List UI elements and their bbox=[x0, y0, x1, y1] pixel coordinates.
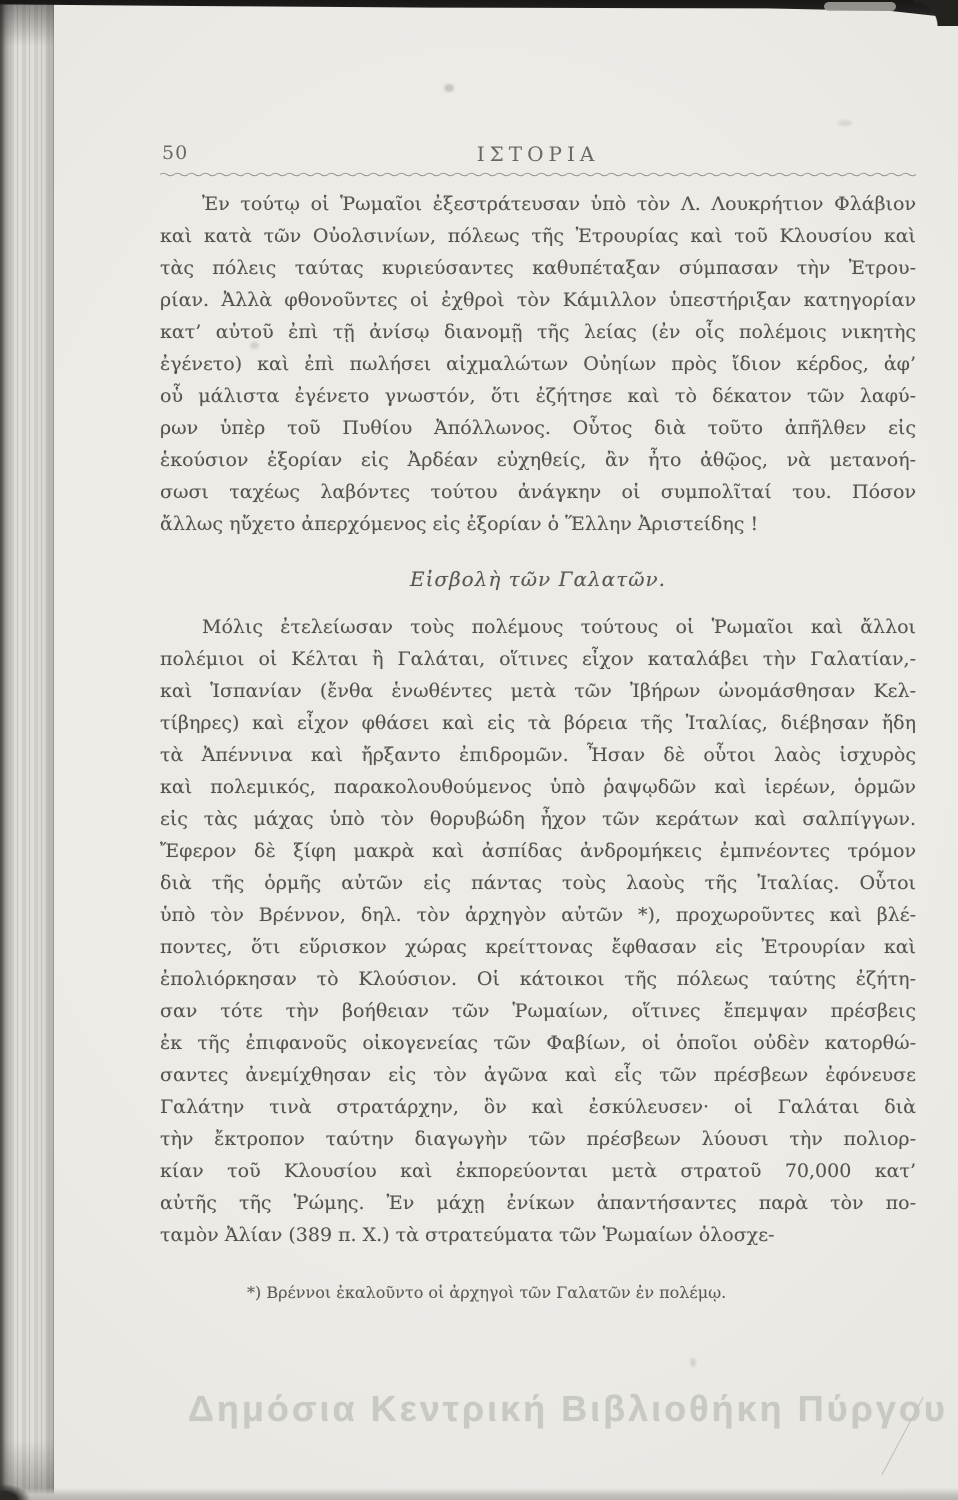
running-header-title: ΙΣΤΟΡΙΑ bbox=[476, 142, 600, 166]
book-left-edge bbox=[0, 0, 54, 1500]
text-line: διὰ τῆς ὁρμῆς αὐτῶν εἰς πάντας τοὺς λαοὺς τῆς Ἰταλίας. Οὗτοι bbox=[160, 872, 916, 894]
text-line: σαντες ἀνεμίχθησαν εἰς τὸν ἀγῶνα καὶ εἷς τῶν πρέσβεων ἐφόνευσε bbox=[160, 1064, 916, 1086]
text-line: ἐπολιόρκησαν τὸ Κλούσιον. Οἱ κάτοικοι τῆς πόλεως ταύτης ἐζήτη- bbox=[160, 968, 916, 990]
text-line: ἑκούσιον ἐξορίαν εἰς Ἀρδέαν εὐχηθείς, ἂν ἦτο ἀθῷος, νὰ μετανοή- bbox=[160, 449, 916, 471]
text-line: ταμὸν Ἀλίαν (389 π. Χ.) τὰ στρατεύματα τῶν Ῥωμαίων ὁλοσχε- bbox=[160, 1224, 775, 1246]
running-header bbox=[160, 142, 916, 166]
text-line: ποντες, ὅτι εὕρισκον χώρας κρείττονας ἔφθασαν εἰς Ἐτρουρίαν καὶ bbox=[160, 936, 916, 958]
page-top-right-corner bbox=[914, 0, 958, 26]
paper-stain bbox=[690, 1358, 696, 1367]
text-line: οὗ μάλιστα ἐγένετο γνωστόν, ὅτι ἐζήτησε καὶ τὸ δέκατον τῶν λαφύ- bbox=[160, 385, 916, 407]
library-stamp-watermark: Δημόσια Κεντρική Βιβλιοθήκη Πύργου bbox=[188, 1388, 948, 1429]
text-line: ἐγένετο) καὶ ἐπὶ πωλήσει αἰχμαλώτων Οὐηίων πρὸς ἴδιον κέρδος, ἀφ’ bbox=[160, 353, 916, 375]
scan-bottom-edge bbox=[0, 1488, 958, 1500]
text-line: καὶ Ἱσπανίαν (ἔνθα ἑνωθέντες μετὰ τῶν Ἰβήρων ὠνομάσθησαν Κελ- bbox=[160, 680, 916, 702]
text-line: τὰ Ἀπέννινα καὶ ἤρξαντο ἐπιδρομῶν. Ἦσαν δὲ οὗτοι λαὸς ἰσχυρὸς bbox=[160, 744, 916, 766]
text-line: ρίαν. Ἀλλὰ φθονοῦντες οἱ ἐχθροὶ τὸν Κάμιλλον ὑπεστήριξαν κατηγορίαν bbox=[160, 289, 916, 311]
text-line: σαν τότε τὴν βοήθειαν τῶν Ῥωμαίων, οἵτινες ἔπεμψαν πρέσβεις bbox=[160, 1000, 916, 1022]
scan-top-gray-mark bbox=[824, 2, 896, 11]
text-line: Ἔφερον δὲ ξίφη μακρὰ καὶ ἀσπίδας ἀνδρομήκεις ἐμπνέοντες τρόμον bbox=[160, 840, 916, 862]
scan-top-edge bbox=[0, 0, 958, 20]
text-line: τίβηρες) καὶ εἶχον φθάσει καὶ εἰς τὰ βόρεια τῆς Ἰταλίας, διέβησαν ἤδη bbox=[160, 712, 916, 734]
bottom-left-smudge bbox=[0, 1484, 30, 1500]
text-line: κατ’ αὐτοῦ ἐπὶ τῇ ἀνίσῳ διανομῇ τῆς λείας (ἐν οἷς πολέμοις νικητὴς bbox=[160, 321, 916, 343]
text-line: ὑπὸ τὸν Βρέννον, δηλ. τὸν ἀρχηγὸν αὐτῶν *), προχωροῦντες καὶ βλέ- bbox=[160, 904, 916, 926]
text-line: Ἐν τούτῳ οἱ Ῥωμαῖοι ἐξεστράτευσαν ὑπὸ τὸν Λ. Λουκρήτιον Φλάβιον bbox=[202, 193, 916, 215]
text-line: Μόλις ἐτελείωσαν τοὺς πολέμους τούτους οἱ Ῥωμαῖοι καὶ ἄλλοι bbox=[202, 616, 916, 638]
section-heading: Εἰσβολὴ τῶν Γαλατῶν. bbox=[409, 567, 667, 591]
text-line: Γαλάτην τινὰ στρατάρχην, ὃν καὶ ἐσκύλευσεν· οἱ Γαλάται διὰ bbox=[160, 1096, 916, 1118]
paper-stain bbox=[444, 84, 454, 92]
text-line: εἰς τὰς μάχας ὑπὸ τὸν θορυβώδη ἦχον τῶν κεράτων καὶ σαλπίγγων. bbox=[160, 808, 916, 830]
text-line: ρων ὑπὲρ τοῦ Πυθίου Ἀπόλλωνος. Οὗτος διὰ τοῦτο ἀπῆλθεν εἰς bbox=[160, 417, 916, 439]
body-paragraph-1 bbox=[160, 188, 916, 540]
text-line: καὶ πολεμικός, παρακολουθούμενος ὑπὸ ῥαψῳδῶν καὶ ἱερέων, ὁρμῶν bbox=[160, 776, 916, 798]
body-paragraph-2 bbox=[160, 611, 916, 1251]
text-line: πολέμιοι οἱ Κέλται ἢ Γαλάται, οἵτινες εἶχον καταλάβει τὴν Γαλατίαν,- bbox=[160, 648, 916, 670]
text-line: ἄλλως ηὔχετο ἀπερχόμενος εἰς ἐξορίαν ὁ Ἕλλην Ἀριστείδης ! bbox=[160, 513, 759, 535]
header-wavy-rule bbox=[160, 171, 916, 178]
page-number: 50 bbox=[162, 142, 189, 164]
footnote: *) Βρέννοι ἐκαλοῦντο οἱ ἀρχηγοὶ τῶν Γαλατῶν ἐν πολέμῳ. bbox=[247, 1283, 727, 1302]
text-line: σωσι ταχέως λαβόντες τούτου ἀνάγκην οἱ συμπολῖταί του. Πόσον bbox=[160, 481, 916, 503]
text-line: ἐκ τῆς ἐπιφανοῦς οἰκογενείας τῶν Φαβίων, οἱ ὁποῖοι οὐδὲν κατορθώ- bbox=[160, 1032, 916, 1054]
text-line: καὶ κατὰ τῶν Οὐολσινίων, πόλεως τῆς Ἐτρουρίας καὶ τοῦ Κλουσίου καὶ bbox=[160, 225, 916, 247]
text-line: κίαν τοῦ Κλουσίου καὶ ἐκπορεύονται μετὰ στρατοῦ 70,000 κατ’ bbox=[160, 1160, 916, 1182]
text-line: αὐτῆς τῆς Ῥώμης. Ἐν μάχῃ ἐνίκων ἀπαντήσαντες παρὰ τὸν πο- bbox=[160, 1192, 916, 1214]
paper-stain bbox=[838, 120, 852, 126]
text-line: τὰς πόλεις ταύτας κυριεύσαντες καθυπέταξαν σύμπασαν τὴν Ἐτρου- bbox=[160, 257, 916, 279]
text-line: τὴν ἔκτροπον ταύτην διαγωγὴν τῶν πρέσβεων λύουσι τὴν πολιορ- bbox=[160, 1128, 916, 1150]
